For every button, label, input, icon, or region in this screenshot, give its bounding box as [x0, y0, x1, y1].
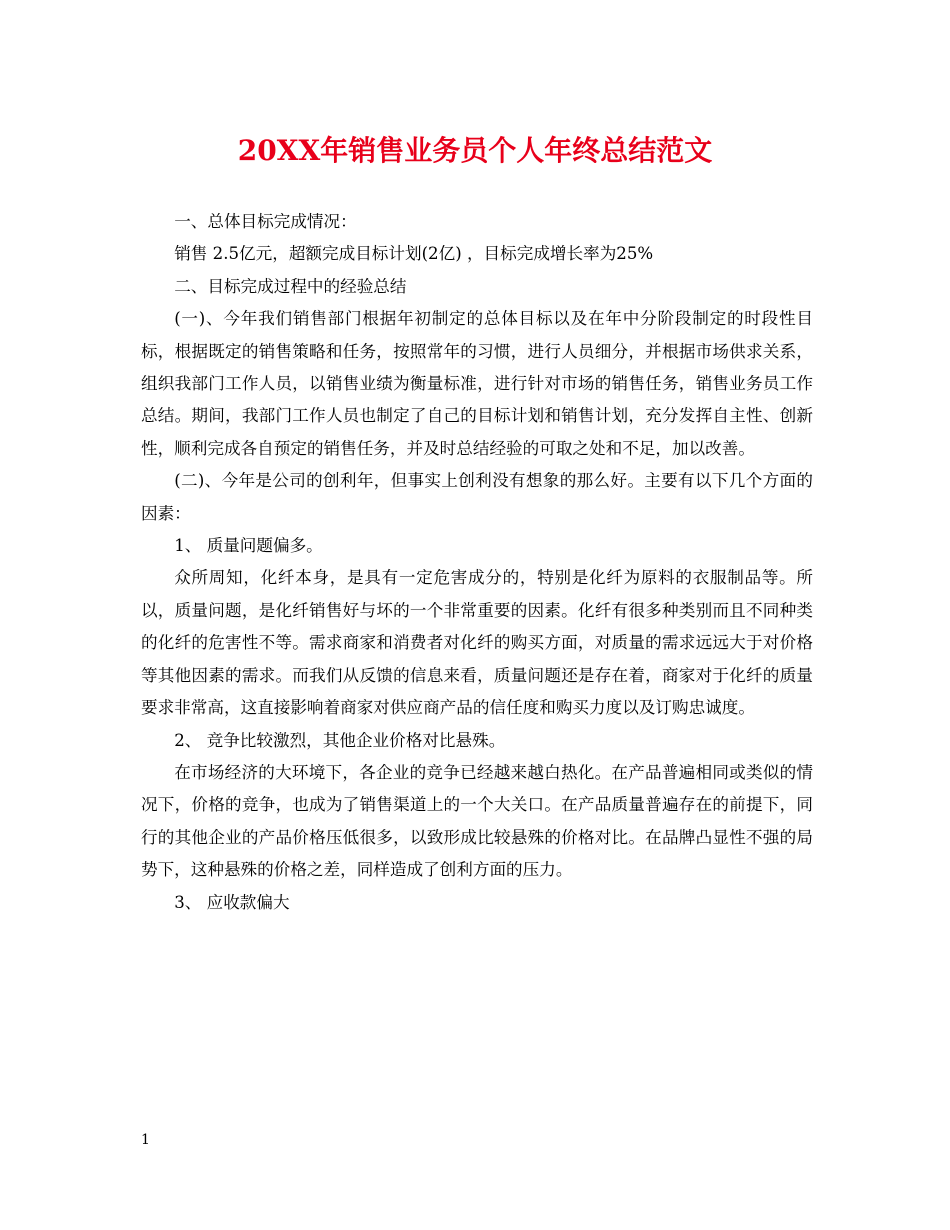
paragraph: 销售 2.5亿元，超额完成目标计划(2亿) ，目标完成增长率为25% — [174, 244, 654, 264]
paragraph: 一、总体目标完成情况： — [174, 212, 357, 231]
paragraph: 1、 质量问题偏多。 — [174, 536, 323, 556]
paragraph: 2、 竞争比较激烈，其他企业价格对比悬殊。 — [174, 730, 506, 750]
paragraph: (二)、今年是公司的创利年，但事实上创利没有想象的那么好。主要有以下几个方面的因素： — [141, 471, 813, 523]
paragraph: (一)、今年我们销售部门根据年初制定的总体目标以及在年中分阶段制定的时段性目标，根据既定的销售策略和任务，按照常年的习惯，进行人员细分，并根据市场供求关系，组织我部门工作人员，以销售业绩为衡量标准，进行针对市场的销售任务，销售业务员工作总结。期间，我部门工作人员也制定了自己的目标计划和销售计划，充分发挥自主性、创新性，顺利完成各自预定的销售任务，并及时总结经验的可取之处和不足，加以改善。 — [141, 309, 813, 458]
paragraph: 众所周知，化纤本身，是具有一定危害成分的，特别是化纤为原料的衣服制品等。所以，质量问题，是化纤销售好与坏的一个非常重要的因素。化纤有很多种类别而且不同种类的化纤的危害性不等。需求商家和消费者对化纤的购买方面，对质量的需求远远大于对价格等其他因素的需求。而我们从反馈的信息来看，质量问题还是存在着，商家对于化纤的质量要求非常高，这直接影响着商家对供应商产品的信任度和购买力度以及订购忠诚度。 — [141, 568, 813, 718]
document-title: 20XX年销售业务员个人年终总结范文 — [237, 134, 713, 167]
document-body — [141, 206, 813, 919]
paragraph: 二、目标完成过程中的经验总结 — [174, 276, 407, 296]
paragraph: 在市场经济的大环境下，各企业的竞争已经越来越白热化。在产品普遍相同或类似的情况下，价格的竞争，也成为了销售渠道上的一个大关口。在产品质量普遍存在的前提下，同行的其他企业的产品价格压低很多，以致形成比较悬殊的价格对比。在品牌凸显性不强的局势下，这种悬殊的价格之差，同样造成了创利方面的压力。 — [141, 762, 813, 880]
page-number: 1 — [141, 1132, 150, 1148]
paragraph: 3、 应收款偏大 — [174, 892, 290, 912]
